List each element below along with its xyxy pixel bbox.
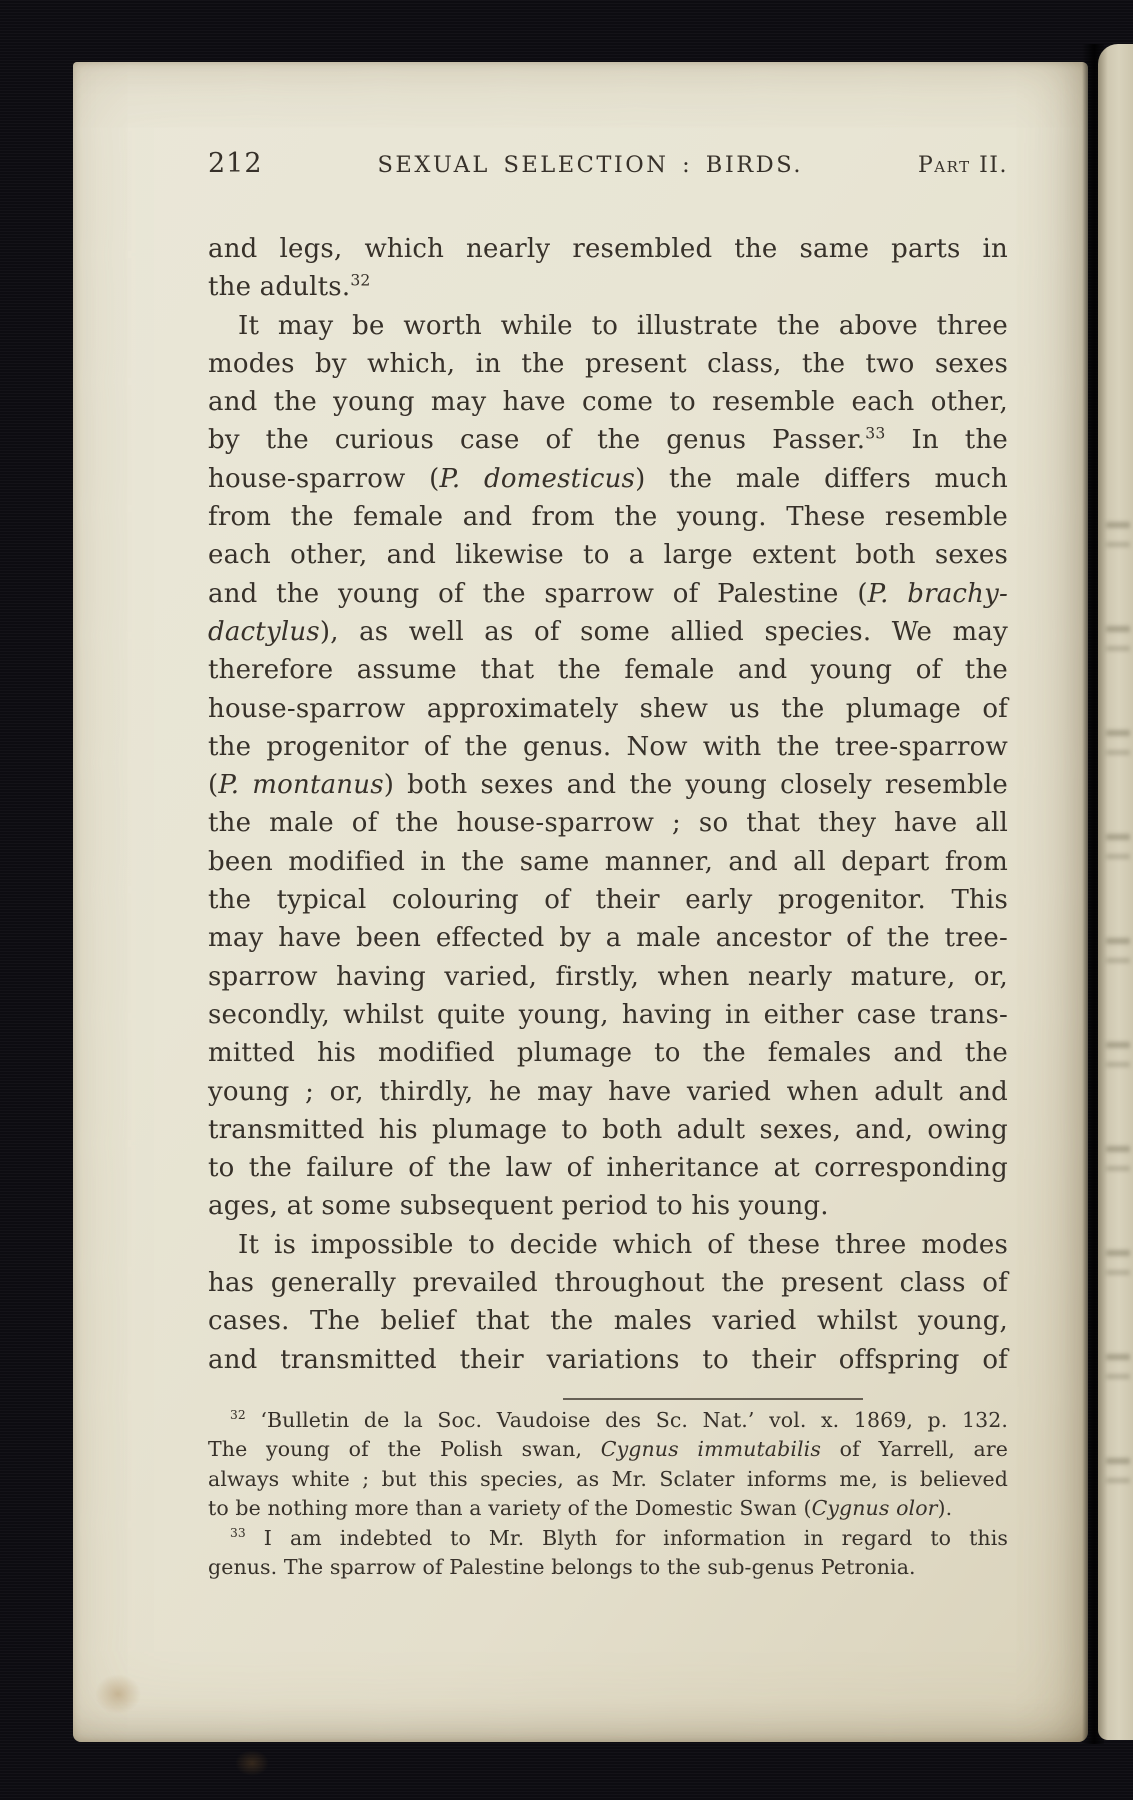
- adjacent-page-edge: [1098, 44, 1133, 1740]
- adjacent-page-ghost-text: [1106, 464, 1130, 1504]
- footnote-separator: [563, 1398, 863, 1400]
- text-line: the adults.$^{32}$: [208, 271, 371, 303]
- text-line: The young of the Polish swan, Cygnus immutabilis of Yarrell, are: [208, 1437, 1008, 1462]
- text-line: and the young may have come to resemble each other,: [208, 387, 1008, 418]
- text-line: house-sparrow (P. domesticus) the male differs much: [208, 463, 1009, 494]
- text-line: mitted his modified plumage to the females and the: [208, 1038, 1008, 1069]
- text-line: always white ; but this species, as Mr. Sclater informs me, is believed: [208, 1466, 1008, 1491]
- text-line: the typical colouring of their early progenitor. This: [208, 885, 1008, 916]
- text-line: modes by which, in the present class, the two sexes: [208, 348, 1008, 379]
- text-line: by the curious case of the genus Passer.$^{33}$ In the: [208, 424, 1008, 456]
- text-line: and transmitted their variations to their offspring of: [208, 1344, 1008, 1375]
- text-line: each other, and likewise to a large extent both sexes: [208, 540, 1008, 571]
- footnotes: [208, 1406, 1008, 1582]
- text-line: been modified in the same manner, and all depart from: [208, 846, 1008, 877]
- page-number: 212: [208, 148, 263, 179]
- text-line: the progenitor of the genus. Now with the tree-sparrow: [208, 731, 1008, 762]
- body-text: [208, 230, 1008, 1379]
- text-line: to the failure of the law of inheritance at corresponding: [208, 1153, 1008, 1184]
- part-label: Part II.: [917, 153, 1008, 178]
- paper-stain: [235, 1750, 269, 1776]
- text-line: has generally prevailed throughout the present class of: [208, 1268, 1008, 1299]
- text-line: house-sparrow approximately shew us the plumage of: [208, 693, 1008, 724]
- running-title: SEXUAL SELECTION : BIRDS.: [377, 152, 803, 178]
- text-line: $^{33}$ I am indebted to Mr. Blyth for information in regard to this: [230, 1525, 1008, 1550]
- text-line: transmitted his plumage to both adult sexes, and, owing: [208, 1114, 1008, 1145]
- text-line: and the young of the sparrow of Palestine (P. brachy-: [208, 578, 1008, 609]
- text-line: $^{32}$ ‘Bulletin de la Soc. Vaudoise des Sc. Nat.’ vol. x. 1869, p. 132.: [230, 1408, 1008, 1432]
- text-line: It may be worth while to illustrate the above three: [238, 310, 1008, 341]
- text-line: genus. The sparrow of Palestine belongs to the sub-genus Petronia.: [208, 1554, 916, 1579]
- text-line: to be nothing more than a variety of the Domestic Swan (Cygnus olor).: [208, 1496, 953, 1521]
- text-line: young ; or, thirdly, he may have varied when adult and: [208, 1076, 1008, 1107]
- book-page: [73, 62, 1088, 1742]
- text-line: may have been effected by a male ancestor of the tree-: [208, 923, 1008, 954]
- text-line: sparrow having varied, firstly, when nearly mature, or,: [208, 961, 1008, 992]
- text-line: secondly, whilst quite young, having in either case trans-: [208, 999, 1008, 1030]
- text-line: and legs, which nearly resembled the same parts in: [208, 234, 1008, 264]
- text-line: ages, at some subsequent period to his young.: [208, 1191, 829, 1222]
- text-line: from the female and from the young. These resemble: [208, 502, 1008, 533]
- text-line: the male of the house-sparrow ; so that they have all: [208, 808, 1008, 839]
- page-header: [208, 148, 1008, 179]
- text-line: cases. The belief that the males varied whilst young,: [208, 1306, 1008, 1337]
- text-line: (P. montanus) both sexes and the young closely resemble: [208, 770, 1008, 801]
- text-line: therefore assume that the female and young of the: [208, 655, 1008, 686]
- text-line: dactylus), as well as of some allied species. We may: [208, 616, 1008, 647]
- paper-stain: [95, 1674, 141, 1714]
- text-line: It is impossible to decide which of these three modes: [238, 1229, 1008, 1260]
